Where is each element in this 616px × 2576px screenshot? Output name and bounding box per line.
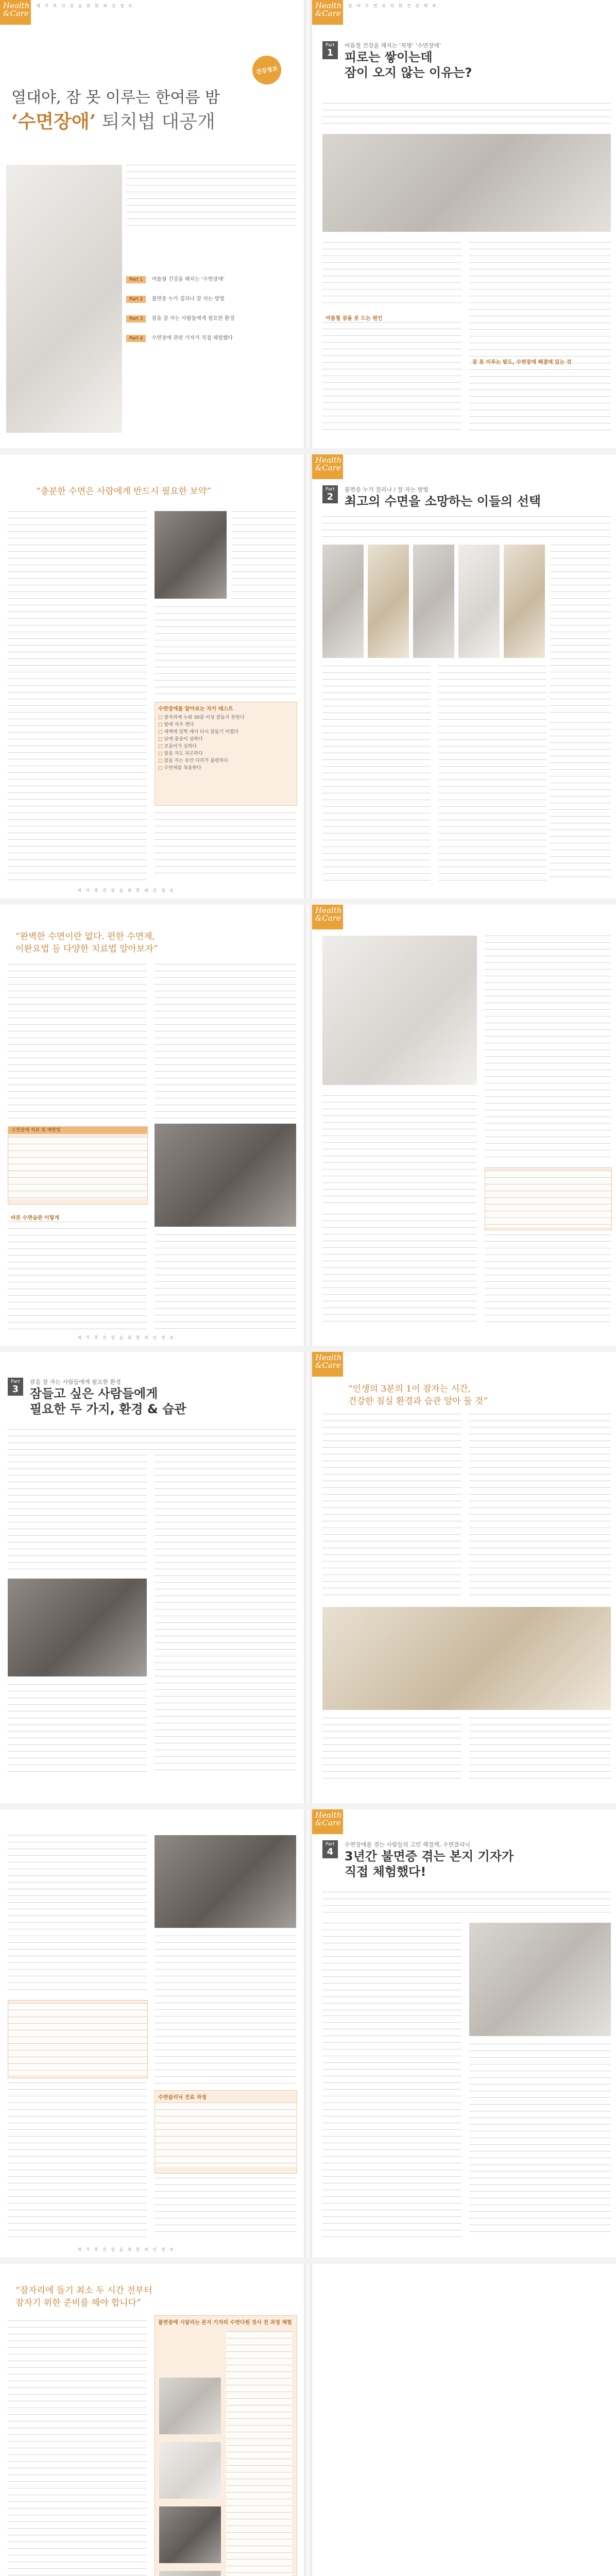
body-col-3 <box>8 2082 147 2237</box>
page-right <box>312 2264 616 2576</box>
part-heading <box>8 1378 296 1417</box>
feature-title <box>11 88 300 135</box>
body-col-2 <box>469 242 611 433</box>
pull-quote-line-2: 잠자기 위한 준비를 해야 합니다” <box>15 2298 141 2308</box>
page-right <box>312 454 616 899</box>
body-col-1 <box>322 242 461 309</box>
side-col <box>485 936 611 1162</box>
part-number: 4 <box>327 1846 334 1857</box>
running-head: 세 가 족 건 강 을 위 한 최 신 정 보 <box>36 4 134 8</box>
body-col-2 <box>322 1214 477 1327</box>
body-col-3 <box>322 1718 461 1780</box>
body-col-1 <box>322 1414 461 1599</box>
feature-title-highlight: ‘수면장애’ <box>11 111 96 132</box>
feature-title-line-2 <box>11 108 300 135</box>
body-col-1 <box>322 1095 477 1204</box>
toc-text: 여름철 건강을 해치는 ‘수면장애’ <box>151 277 225 282</box>
separator <box>0 1346 616 1352</box>
spread-3 <box>0 905 616 1346</box>
part-kicker: 여름철 건강을 해치는 ‘복병’ ‘수면장애’ <box>344 42 441 49</box>
stamp-badge: 건강정보 <box>250 54 284 87</box>
health-care-logo <box>312 905 343 929</box>
logo-line-2: &Care <box>315 9 341 18</box>
clinic-steps-box <box>155 2090 297 2174</box>
part-titles <box>345 485 541 509</box>
health-care-logo <box>312 454 343 479</box>
logo-line-2: &Care <box>3 9 29 18</box>
page-left <box>0 1352 304 1803</box>
part-badge <box>8 1378 23 1396</box>
body-col-2 <box>322 2015 461 2237</box>
lead-text <box>322 516 611 537</box>
logo-line-2: &Care <box>315 1818 341 1827</box>
checklist-item: □ 잠을 자는 동안 다리가 불편하다 <box>155 757 297 765</box>
gutter <box>304 905 312 1346</box>
body-col-1 <box>8 2320 147 2576</box>
gutter <box>304 0 312 448</box>
page-right <box>312 0 616 448</box>
toc-item <box>126 332 296 342</box>
running-head-bottom: 세 가 족 건 강 을 위 한 최 신 정 보 <box>77 888 175 893</box>
sensor-photo-1 <box>159 2378 221 2434</box>
toc-text: 잠을 잘 자는 사람들에게 필요한 환경 <box>151 316 235 321</box>
logo-line-1: Health <box>315 1353 342 1362</box>
part-heading-line-1: 최고의 수면을 소망하는 이들의 선택 <box>344 494 541 509</box>
bedding-photo-3 <box>413 545 454 658</box>
logo-line-2: &Care <box>315 463 341 472</box>
health-care-logo <box>312 1352 343 1377</box>
health-care-logo <box>312 0 343 25</box>
pull-quote-line-2: 이완요법 등 다양한 치료법 알아보자” <box>15 944 158 954</box>
section-title: 바른 수면습관 이렇게 <box>11 1215 59 1221</box>
toc-text: 수면장애 관련 기자가 직접 체험했다 <box>151 335 233 341</box>
checklist-item: □ 새벽에 일찍 깨서 다시 잠들기 어렵다 <box>155 728 297 736</box>
body-col-4 <box>469 1718 611 1780</box>
body-col-1 <box>322 666 431 882</box>
body-col-3 <box>485 1234 611 1327</box>
part-number: 2 <box>327 492 334 502</box>
part-label: Part <box>11 1379 20 1384</box>
lead-text <box>322 1892 611 1918</box>
part-heading-line-1: 3년간 불면증 겪는 본지 기자가 <box>344 1849 514 1863</box>
logo-line-1: Health <box>315 906 342 915</box>
running-head-bottom: 세 가 족 건 강 을 위 한 최 신 정 보 <box>77 1335 175 1340</box>
part-heading <box>322 1840 611 1879</box>
info-box <box>485 1167 612 1230</box>
bedroom-photo <box>6 165 122 433</box>
body-col-3 <box>550 722 611 882</box>
body-col-2 <box>155 964 296 1118</box>
running-head: 알 아 두 면 유 익 한 건 강 백 과 <box>348 4 438 8</box>
sleeping-woman-photo <box>322 134 611 232</box>
toc-item <box>126 293 296 303</box>
body-col-2 <box>469 1414 611 1599</box>
separator <box>0 1803 616 1809</box>
gutter <box>304 2264 312 2576</box>
body-col-1b <box>322 322 461 430</box>
running-head-bottom: 세 가 족 건 강 을 위 한 최 신 정 보 <box>77 2247 175 2252</box>
pull-quote: “충분한 수면은 사람에게 반드시 필요한 보약” <box>36 486 211 497</box>
checklist-item: □ 잠자리에 누워 30분 이상 잠들지 못한다 <box>155 714 297 721</box>
page-left <box>0 454 304 899</box>
part-heading-line-2: 잠이 오지 않는 이유는? <box>344 65 472 80</box>
intro-text <box>126 165 296 232</box>
part-label: Part <box>326 1842 335 1847</box>
tea-cups-photo <box>155 1124 296 1227</box>
part-label: Part <box>326 487 335 492</box>
part-heading <box>322 41 611 80</box>
separator <box>0 2258 616 2264</box>
body-col-2 <box>232 511 296 599</box>
bedding-photo-1 <box>322 545 364 658</box>
pull-quote-line-2: 건강한 침실 환경과 습관 알아 둘 것” <box>348 1396 488 1406</box>
part-titles <box>30 1378 186 1417</box>
health-care-logo <box>0 0 31 25</box>
logo-line-1: Health <box>315 455 342 465</box>
self-test-title: 수면장애를 알아보는 자가 테스트 <box>158 706 233 712</box>
clinic-steps-title: 수면클리닉 진료 과정 <box>158 2095 207 2100</box>
doctor-photo <box>469 1923 611 2036</box>
bed-headboard-photo <box>322 1607 611 1710</box>
toc-label: Part 2 <box>126 296 146 303</box>
health-care-logo <box>312 1809 343 1834</box>
logo-line-1: Health <box>3 1 30 10</box>
spread-4 <box>0 1352 616 1803</box>
bedding-photo-4 <box>458 545 500 658</box>
sensor-photo-4 <box>159 2571 221 2576</box>
spread-2 <box>0 454 616 899</box>
sensor-photo-2 <box>159 2442 221 2499</box>
part-kicker: 잠을 잘 자는 사람들에게 필요한 환경 <box>29 1379 121 1385</box>
body-col-3 <box>8 1222 147 1330</box>
toc-label: Part 1 <box>126 276 146 283</box>
part-heading-line-2: 직접 체험했다! <box>344 1865 426 1879</box>
part-badge <box>322 41 338 59</box>
body-col-2 <box>155 1455 296 1774</box>
experience-text <box>226 2331 292 2576</box>
spread-5 <box>0 1809 616 2258</box>
pull-quote <box>15 2284 294 2309</box>
part-heading-line-1: 피로는 쌓이는데 <box>344 50 433 64</box>
checklist-item: □ 밤에 자주 깬다 <box>155 721 297 728</box>
feature-title-rest: 퇴치법 대공개 <box>96 111 215 132</box>
part-titles <box>345 41 472 80</box>
body-col-1 <box>8 1455 147 1573</box>
body-col-1 <box>8 511 147 882</box>
self-test-box <box>155 702 297 806</box>
sleeping-man-photo <box>155 1835 296 1928</box>
section-title: 여름철 잠을 못 드는 원인 <box>326 316 383 321</box>
part-kicker: 수면장애를 겪는 사람들의 고민 해결책, 수면클리닉 <box>344 1841 470 1848</box>
part-number: 1 <box>327 47 334 58</box>
page-right <box>312 905 616 1346</box>
lead-text <box>322 103 611 124</box>
toc-list <box>126 273 296 342</box>
part-label: Part <box>326 43 335 48</box>
checklist-item: □ 낮에 졸음이 심하다 <box>155 736 297 743</box>
logo-line-2: &Care <box>315 913 341 923</box>
section-title-2: 잠 못 이루는 밤도, 수면장애 해결에 있는 것 <box>472 360 572 365</box>
pull-quote-line-1: “완벽한 수면이란 없다. 편한 수면제, <box>15 931 156 942</box>
woman-in-bed-photo <box>8 1579 147 1676</box>
experience-box-title: 불면증에 시달리는 본지 기자의 수면다원 검사 전 과정 체험 <box>158 2320 292 2326</box>
tired-man-photo <box>155 511 227 599</box>
toc-text: 불면증 누가 걸리나 잘 자는 방법 <box>151 296 225 302</box>
part-badge <box>322 485 338 503</box>
part-titles <box>345 1840 514 1879</box>
body-col-3 <box>8 1684 147 1777</box>
body-col-1 <box>322 1923 461 2010</box>
spread-1 <box>0 0 616 448</box>
toc-item <box>126 273 296 283</box>
checklist-item: □ 잠을 자도 피곤하다 <box>155 750 297 757</box>
separator <box>0 899 616 905</box>
part-heading-line-1: 잠들고 싶은 사람들에게 <box>29 1386 158 1401</box>
page-right <box>312 1352 616 1803</box>
lead-text <box>8 1429 296 1450</box>
logo-line-2: &Care <box>315 1361 341 1370</box>
toc-label: Part 3 <box>126 315 146 323</box>
body-col-2 <box>155 1936 296 2085</box>
body-col-4 <box>155 812 296 879</box>
pull-quote-line-1: “잠자리에 들기 최소 두 시간 전부터 <box>15 2285 152 2296</box>
logo-line-1: Health <box>315 1810 342 1820</box>
body-col-1 <box>8 964 147 1124</box>
body-col-2 <box>438 666 546 882</box>
feature-title-line-1: 열대야, 잠 못 이루는 한여름 밤 <box>11 89 220 107</box>
body-col-3 <box>469 2044 611 2237</box>
checklist-item: □ 수면제를 복용한다 <box>155 765 297 772</box>
part-number: 3 <box>12 1384 19 1395</box>
gutter <box>304 454 312 899</box>
gutter <box>304 1809 312 2258</box>
body-col-1 <box>8 1835 147 1995</box>
sensor-photo-3 <box>159 2506 221 2563</box>
toc-label: Part 4 <box>126 335 146 342</box>
part-heading <box>322 485 611 509</box>
page-left <box>0 0 304 448</box>
body-col-4 <box>155 2178 296 2237</box>
experience-box <box>155 2315 297 2576</box>
bedding-photo-5 <box>504 545 545 658</box>
pull-quote-line-1: “인생의 3분의 1이 잠자는 시간, <box>348 1384 471 1394</box>
pull-quote <box>348 1383 606 1408</box>
part-kicker: 불면증 누가 걸리나 / 잘 자는 방법 <box>344 486 429 493</box>
page-right <box>312 1809 616 2258</box>
tips-box-title: 수면장애 치료 및 예방법 <box>8 1127 147 1134</box>
clinic-box <box>8 2000 148 2078</box>
spread-6 <box>0 2264 616 2576</box>
gutter <box>304 1352 312 1803</box>
toc-item <box>126 312 296 323</box>
logo-line-1: Health <box>315 1 342 10</box>
yoga-woman-photo <box>322 936 477 1085</box>
side-col <box>550 545 611 715</box>
page-left <box>0 1809 304 2258</box>
page-left <box>0 2264 304 2576</box>
part-badge <box>322 1840 338 1858</box>
separator <box>0 448 616 454</box>
bedding-photo-2 <box>368 545 409 658</box>
checklist-item: □ 코골이가 심하다 <box>155 743 297 750</box>
body-col-4 <box>155 1234 296 1330</box>
page-left <box>0 905 304 1346</box>
tips-box <box>8 1126 148 1205</box>
body-col-3 <box>155 606 296 694</box>
pull-quote <box>15 930 283 955</box>
part-heading-line-2: 필요한 두 가지, 환경 & 습관 <box>29 1402 186 1416</box>
